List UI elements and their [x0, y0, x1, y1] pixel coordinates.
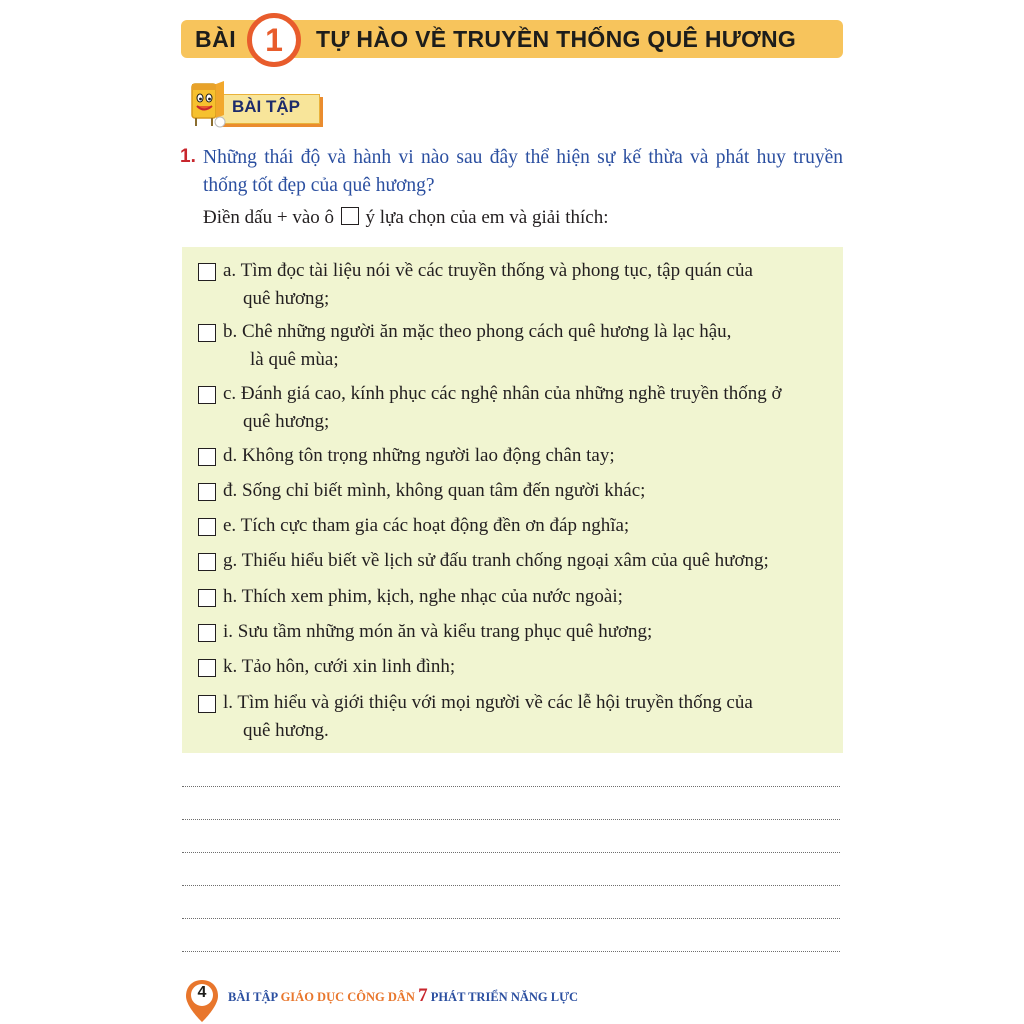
answer-line[interactable]: [182, 918, 840, 919]
answer-line[interactable]: [182, 885, 840, 886]
option-checkbox[interactable]: [198, 483, 216, 501]
option-line-1: c. Đánh giá cao, kính phục các nghệ nhân của những nghề truyền thống ở: [223, 383, 782, 404]
option-l[interactable]: [198, 689, 826, 745]
option-checkbox[interactable]: [198, 695, 216, 713]
question-text: Những thái độ và hành vi nào sau đây thể hiện sự kế thừa và phát huy truyền thống tốt đẹp của quê hương?: [203, 147, 843, 196]
option-e[interactable]: [198, 512, 826, 540]
option-checkbox[interactable]: [198, 518, 216, 536]
option-g[interactable]: [198, 547, 826, 575]
option-line-1: h. Thích xem phim, kịch, nghe nhạc của nước ngoài;: [223, 586, 623, 607]
option-line-2: là quê mùa;: [250, 349, 339, 370]
lesson-number-badge: 1: [247, 13, 301, 67]
option-line-1: đ. Sống chỉ biết mình, không quan tâm đến người khác;: [223, 480, 646, 501]
footer-title: [228, 985, 578, 1007]
option-b[interactable]: [198, 318, 826, 374]
options-panel: [182, 247, 843, 753]
smiling-pencil-mascot-icon: [184, 80, 230, 130]
answer-line[interactable]: [182, 852, 840, 853]
option-line-1: g. Thiếu hiểu biết về lịch sử đấu tranh chống ngoại xâm của quê hương;: [223, 550, 769, 571]
option-h[interactable]: [198, 583, 826, 611]
exercise-section-tag: [184, 80, 324, 130]
lesson-header: [181, 20, 843, 58]
option-a[interactable]: [198, 257, 826, 313]
option-c[interactable]: [198, 380, 826, 436]
option-line-1: e. Tích cực tham gia các hoạt động đền ơn đáp nghĩa;: [223, 515, 630, 536]
option-line-1: k. Tảo hôn, cưới xin linh đình;: [223, 656, 456, 677]
option-i[interactable]: [198, 618, 826, 646]
footer-title-part-1: BÀI TẬP: [228, 990, 281, 1004]
option-checkbox[interactable]: [198, 324, 216, 342]
instruction: [203, 207, 608, 229]
answer-line[interactable]: [182, 819, 840, 820]
option-dd[interactable]: [198, 477, 826, 505]
instruction-before: Điền dấu + vào ô: [203, 207, 335, 228]
option-d[interactable]: [198, 442, 826, 470]
lesson-title: TỰ HÀO VỀ TRUYỀN THỐNG QUÊ HƯƠNG: [316, 26, 797, 52]
inline-checkbox-icon: [341, 207, 359, 225]
question-number: 1.: [180, 146, 196, 167]
option-line-2: quê hương;: [243, 288, 330, 309]
option-line-2: quê hương;: [243, 411, 330, 432]
option-line-1: l. Tìm hiểu và giới thiệu với mọi người về các lễ hội truyền thống của: [223, 692, 753, 713]
option-checkbox[interactable]: [198, 624, 216, 642]
page-number: 4: [197, 984, 207, 1001]
option-k[interactable]: [198, 653, 826, 681]
option-line-1: b. Chê những người ăn mặc theo phong cách quê hương là lạc hậu,: [223, 321, 732, 342]
answer-line[interactable]: [182, 786, 840, 787]
answer-line[interactable]: [182, 951, 840, 952]
exercise-label: BÀI TẬP: [232, 97, 300, 116]
option-checkbox[interactable]: [198, 659, 216, 677]
option-line-2: quê hương.: [243, 720, 329, 741]
option-line-1: i. Sưu tầm những món ăn và kiểu trang phục quê hương;: [223, 621, 653, 642]
option-line-1: d. Không tôn trọng những người lao động chân tay;: [223, 445, 615, 466]
footer-title-part-3: 7: [418, 985, 428, 1006]
option-checkbox[interactable]: [198, 589, 216, 607]
option-checkbox[interactable]: [198, 263, 216, 281]
option-checkbox[interactable]: [198, 386, 216, 404]
footer-title-part-4: PHÁT TRIỂN NĂNG LỰC: [427, 990, 579, 1004]
lesson-label: BÀI: [195, 26, 237, 52]
option-line-1: a. Tìm đọc tài liệu nói về các truyền thống và phong tục, tập quán của: [223, 260, 753, 281]
option-checkbox[interactable]: [198, 448, 216, 466]
option-checkbox[interactable]: [198, 553, 216, 571]
instruction-after: ý lựa chọn của em và giải thích:: [365, 207, 609, 228]
footer-title-part-2: GIÁO DỤC CÔNG DÂN: [280, 990, 419, 1004]
